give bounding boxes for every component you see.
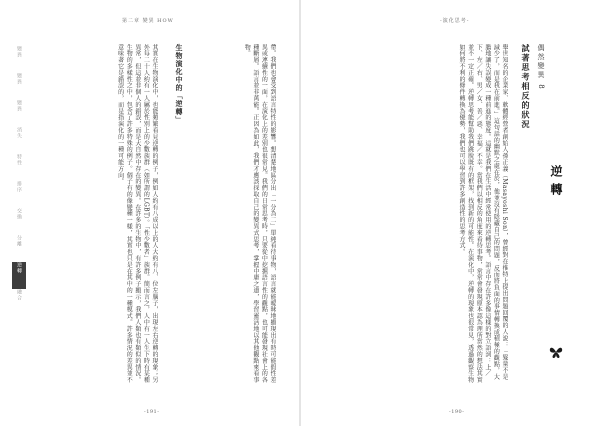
thumb-index-item: 消失 (16, 127, 22, 139)
butterfly-ornament-icon (548, 344, 564, 360)
chapter-title: 逆轉 (549, 165, 563, 201)
thumb-index-item: 交換 (16, 208, 22, 220)
thumb-index (12, 46, 26, 316)
page-number-right: -190- (449, 409, 465, 415)
thumb-index-item: 變異 (16, 46, 22, 58)
thumb-index-item-active: 逆轉 (12, 262, 26, 289)
thumb-index-item: 特性 (16, 154, 22, 166)
thumb-index-item: 融合 (16, 289, 22, 301)
thumb-index-item: 分離 (16, 235, 22, 247)
thumb-index-item: 排序 (16, 181, 22, 193)
page-number-left: -191- (144, 409, 160, 415)
running-header-right: -演化思考- (440, 18, 470, 24)
chapter-label: 偶然變異 8 (537, 44, 545, 91)
thumb-index-item: 變異 (16, 100, 22, 112)
right-body-text: 舉世知名的企業家、軟體經營者創始人孫正義（Masayoshi Son），曾經對在推特上提出問題回覆的人說：「髮量不是減少了，而是我在前進。」這句話的幽默之處在於，他並沒有隱藏自己的問題，反而將負面的事情轉換成積極的觀點，大膽地讓失誤變成一種前進的態度。這就是我們在生活中經常使用的逆轉思考。語言中存在許多像這樣的對立語詞：上／下、左／右、男／女、善／惡、幸福／不幸。當我們以相反的角度來看待事物，常常會發現原本認為理所當然的想法其實並不一定正確。逆轉思考能幫助我們跳脫既有的框架，找到新的可能性。在演化中，逆轉的現象也很常見，透過觀察生物如何將不利的條件轉換為優勢，我們也可以學習到許多創造性的思考方式。 (458, 44, 508, 384)
left-body-text-a: 其實在生物演化中，也能頻繁看見逆轉的例子，例如人約有八成以上的人大約有八、位左腦子，出現左右逆轉的現象；另外每二十人約有一人屬於性別上的少數族群（如所謂的LGBT）。「性少數者」族群。簡而言之，人中有一人生下時有某種異常，但這並非個人的錯誤，而是大自然中存在的變異。在許多的生物中，有許多例子顯示，我們人類也有類似的情況。生物的多樣性之中，包含了許多特殊的例子。個子有的像變種一樣，其實也只是在其中的一種模式。許多情況的差異並不意味著它是錯誤的，而是指演化的一種可能方向。 (116, 44, 158, 384)
left-body-text-b: 帶。我們也會受到語言特性的影響。想清楚地區分出「一分為二」單純看待事物，語言就能曖昧地顯現出有時可能假性差異或連續性的一面，在演化上的差別也很常見。我們的日常思考時，只要從中挖掘語言性的觀點，也可能發現社會上的各種斷層。語言並非萬能。正因為如此，我們才應該採取自己的變異式思考，掌握中庸之道，學習靈活地以其他觀點來看事物。 (243, 44, 276, 384)
right-section-heading: 試著思考相反的狀況 (521, 44, 531, 130)
running-header-left: 第二章 變異 HOW (122, 18, 174, 24)
thumb-index-item: 變異 (16, 73, 22, 85)
left-section-heading: 生物演化中的「逆轉」 (175, 44, 184, 124)
